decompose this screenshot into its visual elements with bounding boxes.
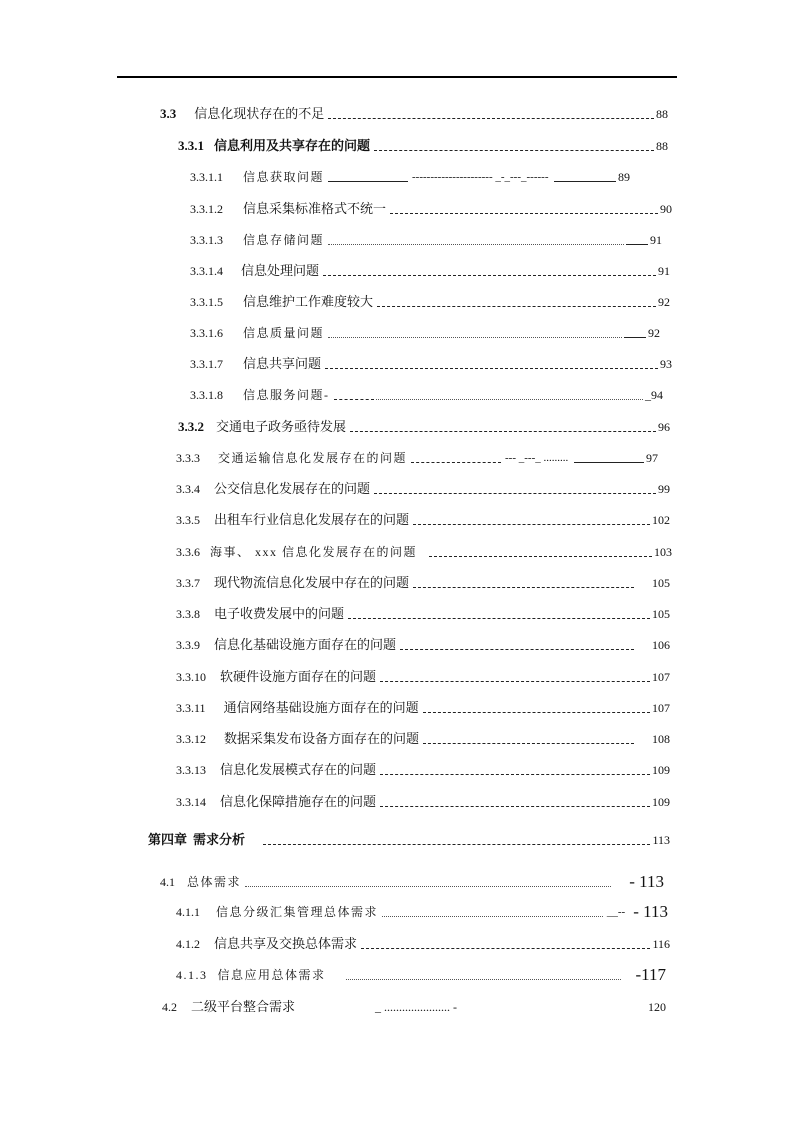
toc-entry-number: 3.3.1.2: [190, 202, 223, 216]
toc-entry-page: 105: [652, 576, 670, 590]
toc-entry[interactable]: [162, 993, 666, 1015]
toc-entry-page: 93: [660, 357, 672, 371]
toc-leader: [325, 368, 658, 369]
toc-entry-page: 106: [652, 638, 670, 652]
toc-entry-title: 公交信息化发展存在的问题: [214, 481, 371, 496]
toc-entry-number: 3.3.12: [176, 732, 206, 746]
toc-leader: [328, 118, 654, 119]
toc-leader: [374, 493, 656, 494]
toc-entry-page: -117: [635, 965, 666, 984]
toc-entry-title: 海事、 xxx 信息化发展存在的问题: [210, 545, 418, 559]
toc-entry[interactable]: [176, 694, 670, 716]
toc-leader: [411, 462, 501, 463]
toc-entry-title: 交通运输信息化发展存在的问题: [218, 451, 408, 465]
toc-leader: [346, 979, 622, 980]
toc-entry-title: 信息质量问题: [243, 326, 325, 340]
toc-entry-page: 92: [648, 326, 660, 340]
toc-entry-title: 信息应用总体需求: [217, 968, 326, 982]
toc-entry-page: - 113: [629, 872, 664, 891]
toc-entry-title: 通信网络基础设施方面存在的问题: [223, 700, 419, 715]
toc-entry-title: 信息化基础设施方面存在的问题: [214, 637, 397, 652]
toc-entry-number: 3.3.13: [176, 763, 206, 777]
toc-entry-number: 4.2: [162, 1000, 177, 1014]
toc-leader-text: --- _---_ .........: [505, 452, 569, 464]
toc-entry-number: 3.3: [160, 106, 177, 121]
toc-entry-page: 88: [656, 139, 668, 153]
toc-entry-title: 信息分级汇集管理总体需求: [216, 905, 379, 919]
toc-leader: [361, 948, 650, 949]
toc-entry[interactable]: [190, 350, 672, 372]
toc-entry-page: 109: [652, 763, 670, 777]
toc-entry-page: 107: [652, 670, 670, 684]
toc-leader: [380, 774, 650, 775]
toc-chapter-entry[interactable]: [148, 826, 670, 848]
toc-leader: [377, 306, 656, 307]
toc-entry-title: 信息采集标准格式不统一: [243, 201, 387, 216]
toc-leader-text: _ ...................... -: [375, 1000, 458, 1014]
toc-entry[interactable]: [190, 226, 662, 248]
toc-leader: [374, 150, 654, 151]
toc-entry-number: 3.3.10: [176, 670, 206, 684]
toc-entry-title: 二级平台整合需求: [191, 999, 296, 1014]
toc-entry[interactable]: [176, 788, 670, 810]
toc-entry-page: _94: [645, 388, 663, 402]
toc-entry-page: 91: [650, 233, 662, 247]
toc-entry[interactable]: [176, 538, 672, 560]
toc-entry[interactable]: [176, 444, 658, 466]
toc-leader: [334, 399, 374, 400]
toc-entry[interactable]: [176, 569, 670, 591]
toc-leader: [423, 743, 634, 744]
toc-entry-number: 3.3.3: [176, 451, 200, 465]
toc-entry-number: 3.3.1.1: [190, 170, 223, 184]
toc-entry-number: 3.3.2: [178, 419, 204, 434]
toc-entry[interactable]: [190, 195, 672, 217]
toc-entry-number: 3.3.7: [176, 576, 200, 590]
toc-entry[interactable]: [176, 930, 670, 952]
toc-entry-number: 3.3.1.3: [190, 233, 223, 247]
toc-entry-title: 总体需求: [187, 875, 242, 889]
toc-entry-title: 信息化现状存在的不足: [194, 106, 325, 121]
toc-entry[interactable]: [176, 631, 670, 653]
toc-leader: [380, 806, 650, 807]
toc-entry-title: 数据采集发布设备方面存在的问题: [224, 731, 420, 746]
toc-entry-title: 交通电子政务亟待发展: [216, 419, 347, 434]
toc-entry-page: 109: [652, 795, 670, 809]
toc-entry[interactable]: [190, 381, 663, 403]
toc-entry-title: 出租车行业信息化发展存在的问题: [214, 512, 410, 527]
toc-entry-page: 108: [652, 732, 670, 746]
toc-leader: [263, 844, 650, 845]
toc-entry-page: 102: [652, 513, 670, 527]
toc-entry-title: 信息存储问题: [243, 233, 325, 247]
toc-entry-number: 3.3.6: [176, 545, 200, 559]
toc-entry-number: 3.3.9: [176, 638, 200, 652]
toc-entry-number: 3.3.1.6: [190, 326, 223, 340]
toc-leader-text: __--: [606, 906, 626, 918]
toc-entry-title: 信息获取问题: [243, 170, 325, 184]
toc-leader: [554, 181, 616, 182]
toc-leader: [429, 556, 652, 557]
toc-leader: [413, 587, 634, 588]
toc-entry[interactable]: [176, 506, 670, 528]
toc-entry-number: 3.3.8: [176, 607, 200, 621]
toc-entry[interactable]: [176, 600, 670, 622]
toc-leader: [323, 275, 656, 276]
toc-leader: [350, 431, 656, 432]
toc-entry-number: 3.3.1.8: [190, 388, 223, 402]
toc-leader: [626, 244, 648, 245]
toc-entry-number: 3.3.1: [178, 138, 204, 153]
toc-entry-page: 97: [646, 451, 658, 465]
toc-entry-title: 信息处理问题: [241, 263, 320, 278]
toc-leader: [348, 618, 650, 619]
toc-entry-title: 信息服务问题-: [243, 388, 330, 402]
toc-entry-number: 4.1.2: [176, 937, 200, 951]
toc-entry[interactable]: [176, 475, 670, 497]
toc-entry[interactable]: [190, 288, 670, 310]
toc-entry-page: 99: [658, 482, 670, 496]
toc-entry-title: 信息化发展模式存在的问题: [220, 762, 377, 777]
toc-entry-page: 92: [658, 295, 670, 309]
toc-entry[interactable]: [176, 725, 670, 747]
toc-entry-number: 4.1.1: [176, 905, 200, 919]
toc-leader: [328, 244, 624, 245]
toc-leader: [245, 886, 611, 887]
toc-entry-title: 信息共享及交换总体需求: [214, 936, 358, 951]
toc-entry-page: 107: [652, 701, 670, 715]
toc-entry-page: 113: [652, 833, 670, 847]
toc-entry-number: 3.3.5: [176, 513, 200, 527]
toc-entry-title: 电子收费发展中的问题: [214, 606, 345, 621]
toc-entry[interactable]: [190, 319, 660, 341]
toc-entry-page: 116: [652, 937, 670, 951]
toc-entry[interactable]: [160, 100, 668, 122]
toc-entry-page: 105: [652, 607, 670, 621]
toc-entry-title: 信息化保障措施存在的问题: [220, 794, 377, 809]
toc-entry[interactable]: [160, 868, 664, 890]
toc-leader: [400, 649, 634, 650]
toc-leader: [380, 681, 650, 682]
toc-leader-text: ---------------------- _-_---_------: [412, 171, 549, 183]
toc-leader: [390, 213, 658, 214]
toc-leader: [376, 399, 644, 400]
toc-entry-page: - 113: [633, 902, 668, 921]
toc-entry[interactable]: [178, 132, 668, 154]
toc-entry-number: 3.3.4: [176, 482, 200, 496]
toc-entry-title: 现代物流信息化发展中存在的问题: [214, 575, 410, 590]
toc-entry[interactable]: [176, 756, 670, 778]
toc-entry-number: 3.3.1.4: [190, 264, 223, 278]
toc-entry-title: 信息维护工作难度较大: [243, 294, 374, 309]
toc-leader: [328, 337, 622, 338]
toc-entry-number: 3.3.1.7: [190, 357, 223, 371]
toc-entry[interactable]: [176, 961, 666, 983]
toc-entry-number: 4.1.3: [176, 968, 208, 982]
toc-entry-page: 89: [618, 170, 630, 184]
toc-entry-number: 3.3.11: [176, 701, 206, 715]
toc-leader: [624, 337, 646, 338]
toc-entry-number: 4.1: [160, 875, 175, 889]
toc-leader: [423, 712, 650, 713]
toc-entry-number: 3.3.1.5: [190, 295, 223, 309]
toc-entry[interactable]: [176, 898, 668, 920]
toc-entry[interactable]: [190, 257, 670, 279]
toc-entry-number: 3.3.14: [176, 795, 206, 809]
toc-entry-page: 91: [658, 264, 670, 278]
toc-entry-number: 第四章: [148, 832, 188, 847]
toc-entry[interactable]: [190, 163, 630, 185]
toc-leader: [574, 462, 644, 463]
toc-entry-title: 信息共享问题: [243, 356, 322, 371]
toc-leader: [382, 916, 603, 917]
toc-entry-page: 88: [656, 107, 668, 121]
toc-leader: [413, 524, 650, 525]
toc-entry-page: 103: [654, 545, 672, 559]
toc-entry[interactable]: [176, 663, 670, 685]
toc-entry-page: 96: [658, 420, 670, 434]
toc-entry-page: 90: [660, 202, 672, 216]
toc-entry-page: 120: [648, 1000, 666, 1014]
toc-entry[interactable]: [178, 413, 670, 435]
toc-leader: [328, 181, 408, 182]
toc-entry-title: 信息利用及共享存在的问题: [214, 138, 371, 153]
toc-entry-title: 软硬件设施方面存在的问题: [220, 669, 377, 684]
toc-entry-title: 需求分析: [193, 832, 246, 847]
